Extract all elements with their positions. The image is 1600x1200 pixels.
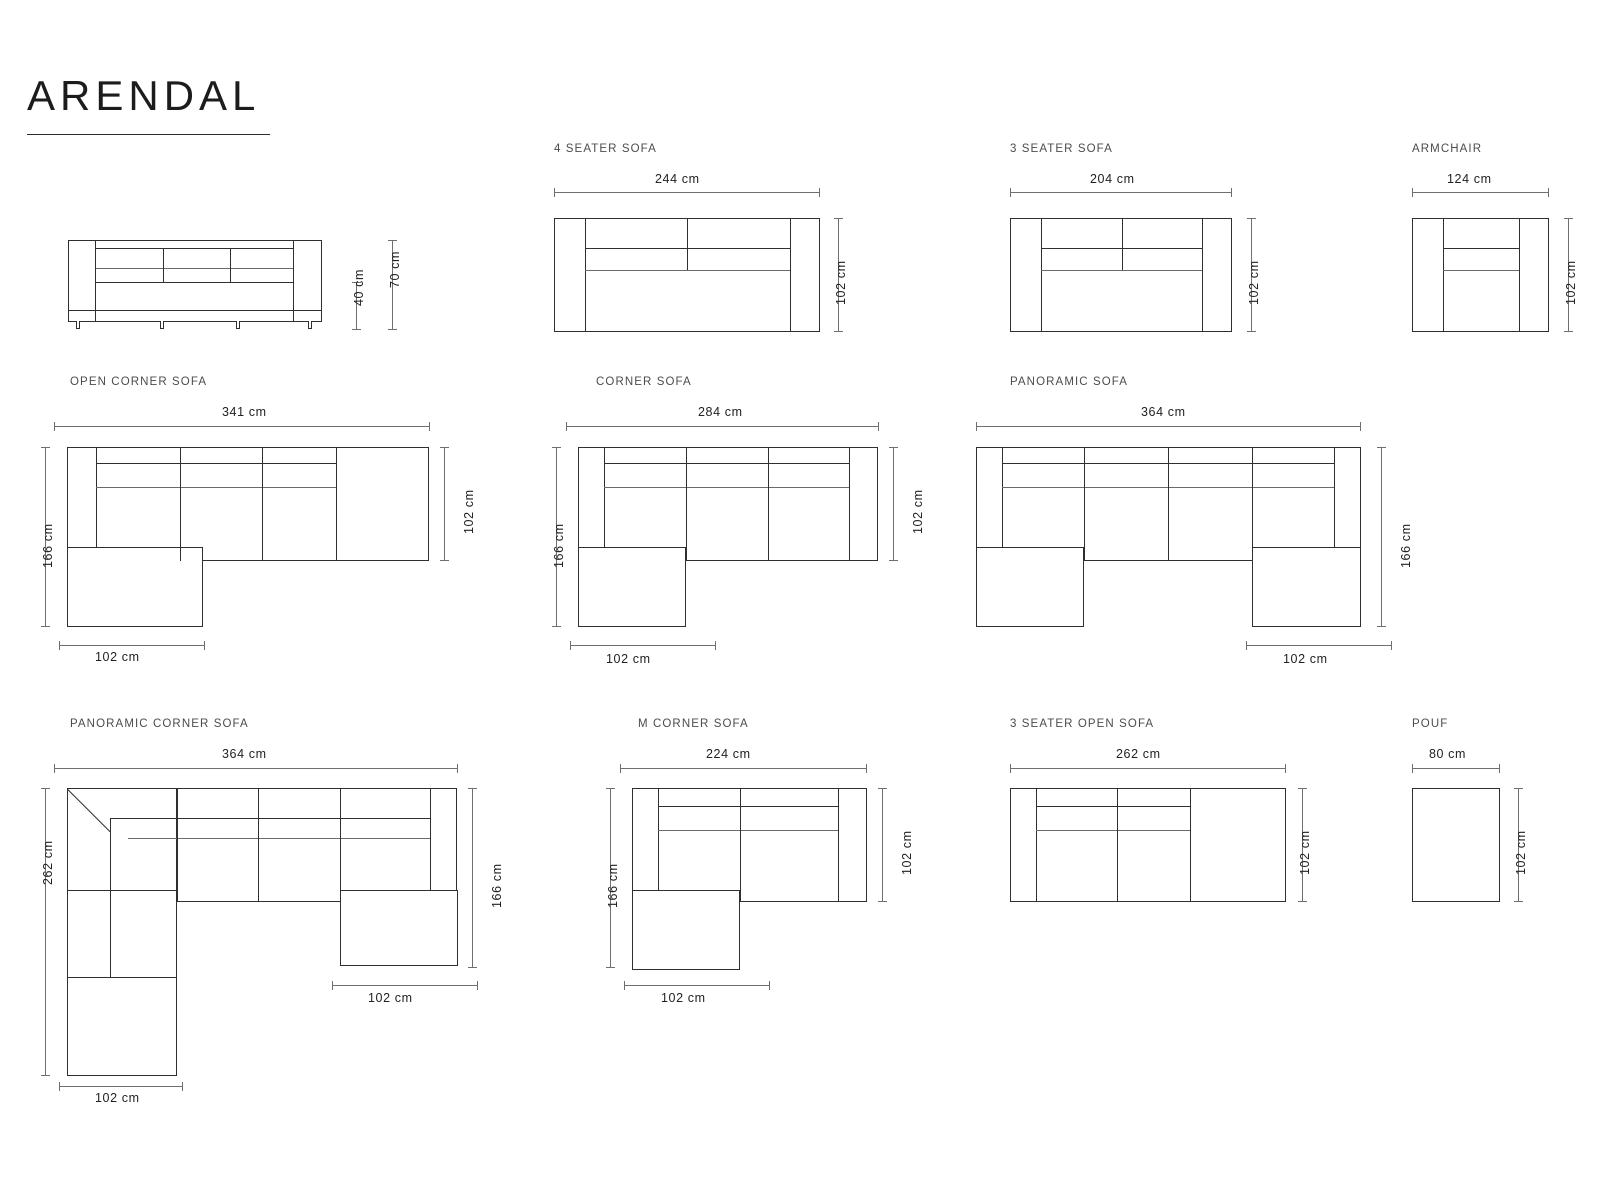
dim-tick-pcs-d-bottom	[41, 1075, 50, 1076]
dim-tick-armchair-w-left	[1412, 188, 1413, 197]
dim-tick-pouf-d-top	[1514, 788, 1523, 789]
dim-3seater-depth: 102 cm	[1247, 260, 1261, 305]
dim-tick-armchair-d-top	[1564, 218, 1573, 219]
dim-line-mcs-depth-back	[882, 788, 883, 902]
dim-4seater-depth: 102 cm	[834, 260, 848, 305]
dim-tick-ocs-db-bottom	[440, 560, 449, 561]
front-seat-line	[96, 282, 293, 283]
dim-line-pcs-depth	[45, 788, 46, 1076]
dim-line-ps-depth	[1381, 447, 1382, 627]
dim-ps-width: 364 cm	[1141, 405, 1186, 419]
plan-cs-arm-right	[849, 447, 850, 561]
dim-tick-ps-c-left	[1246, 641, 1247, 650]
plan-3sos-seat-line	[1036, 830, 1190, 831]
dim-tick-pcs-cb-left	[59, 1082, 60, 1091]
label-pouf: POUF	[1412, 718, 1449, 730]
dim-4seater-width: 244 cm	[655, 172, 700, 186]
dim-line-pcs-depth-right	[472, 788, 473, 968]
dim-pouf-depth: 102 cm	[1514, 830, 1528, 875]
plan-3seater-seat-line	[1041, 270, 1202, 271]
plan-mcs-arm-left	[658, 788, 659, 890]
plan-pcs-back-line	[110, 818, 430, 819]
dim-pcs-depth-right: 166 cm	[490, 863, 504, 908]
dim-line-cs-width	[566, 426, 879, 427]
dim-mcs-width: 224 cm	[706, 747, 751, 761]
dim-line-ocs-chaise	[59, 645, 205, 646]
plan-ocs-back-row	[67, 447, 429, 561]
plan-pcs-chaise-right	[340, 890, 458, 966]
front-backrest-top	[68, 240, 322, 241]
plan-ps-split-2	[1168, 447, 1169, 561]
plan-3sos-split-1	[1117, 788, 1118, 902]
dim-tick-cs-d-top	[552, 447, 561, 448]
dim-tick-4seater-w-left	[554, 188, 555, 197]
dim-tick-pouf-w-right	[1499, 764, 1500, 773]
dim-line-cs-depth-back	[893, 447, 894, 561]
dim-tick-armchair-d-bottom	[1564, 331, 1573, 332]
plan-4seater-split	[687, 218, 688, 270]
dim-tick-3seater-d-bottom	[1247, 331, 1256, 332]
dim-ps-depth: 166 cm	[1399, 523, 1413, 568]
plan-ocs-seat-line	[96, 487, 336, 488]
dim-ps-chaise: 102 cm	[1283, 652, 1328, 666]
dim-ocs-width: 341 cm	[222, 405, 267, 419]
plan-pcs-mid-line	[67, 890, 177, 891]
plan-ocs-split-1	[180, 447, 181, 561]
dim-3seater-width: 204 cm	[1090, 172, 1135, 186]
dim-mcs-chaise: 102 cm	[661, 991, 706, 1005]
dim-tick-3sos-d-bottom	[1298, 901, 1307, 902]
dim-line-4seater-width	[554, 192, 820, 193]
dim-tick-cs-db-bottom	[889, 560, 898, 561]
plan-cs-seat-line	[604, 487, 849, 488]
plan-3-seater-sofa	[1010, 218, 1232, 332]
front-dim-70-label: 70 cm	[388, 250, 402, 288]
dim-tick-ocs-d-bottom	[41, 626, 50, 627]
front-dim-70-tick-top	[388, 240, 397, 241]
plan-cs-split-2	[768, 447, 769, 561]
dim-tick-ps-d-top	[1377, 447, 1386, 448]
dim-cs-width: 284 cm	[698, 405, 743, 419]
dim-tick-pcs-cr-right	[477, 981, 478, 990]
plan-3sos-split-2	[1190, 788, 1191, 902]
dim-ocs-depth-back: 102 cm	[462, 489, 476, 534]
dim-line-mcs-chaise	[624, 985, 770, 986]
dim-tick-3sos-w-right	[1285, 764, 1286, 773]
dim-tick-cs-c-right	[715, 641, 716, 650]
dim-tick-cs-c-left	[570, 641, 571, 650]
dim-tick-4seater-d-bottom	[834, 331, 843, 332]
dim-pcs-chaise-bottom: 102 cm	[95, 1091, 140, 1105]
label-armchair: ARMCHAIR	[1412, 143, 1483, 155]
dim-tick-pcs-dr-bottom	[468, 967, 477, 968]
dim-tick-ps-c-right	[1391, 641, 1392, 650]
dim-tick-cs-w-right	[878, 422, 879, 431]
plan-pcs-arm-right	[430, 788, 431, 890]
dim-tick-ocs-c-right	[204, 641, 205, 650]
dim-line-pouf-width	[1412, 768, 1500, 769]
plan-3seater-split	[1122, 218, 1123, 270]
front-dim-70-tick-bottom	[388, 329, 397, 330]
dim-tick-pcs-w-right	[457, 764, 458, 773]
plan-cs-back-line	[604, 463, 849, 464]
plan-armchair-back-line	[1443, 248, 1519, 249]
dim-line-pcs-chaise-right	[332, 985, 478, 986]
front-dim-40-label: 40 cm	[352, 268, 366, 306]
dim-tick-mcs-w-left	[620, 764, 621, 773]
dim-tick-mcs-db-bottom	[878, 901, 887, 902]
title-divider	[27, 134, 270, 135]
dim-3sos-depth: 102 cm	[1298, 830, 1312, 875]
dim-tick-ps-w-right	[1360, 422, 1361, 431]
plan-4seater-seat-line	[585, 270, 790, 271]
plan-cs-back-row	[578, 447, 878, 561]
dim-pouf-width: 80 cm	[1429, 747, 1467, 761]
dim-tick-armchair-w-right	[1548, 188, 1549, 197]
dim-tick-pouf-w-left	[1412, 764, 1413, 773]
plan-mcs-split-1	[740, 788, 741, 902]
dim-line-armchair-width	[1412, 192, 1549, 193]
dim-tick-4seater-w-right	[819, 188, 820, 197]
plan-pcs-inner-bottom	[67, 977, 177, 978]
plan-pouf	[1412, 788, 1500, 902]
dim-line-ps-chaise	[1246, 645, 1392, 646]
plan-mcs-arm-right	[838, 788, 839, 902]
plan-armchair-seat-line	[1443, 270, 1519, 271]
page-title: ARENDAL	[27, 72, 261, 119]
dim-tick-ps-w-left	[976, 422, 977, 431]
label-corner-sofa: CORNER SOFA	[596, 376, 692, 388]
label-m-corner-sofa: M CORNER SOFA	[638, 718, 749, 730]
dim-tick-3seater-w-left	[1010, 188, 1011, 197]
label-4-seater-sofa: 4 SEATER SOFA	[554, 143, 657, 155]
dim-tick-ocs-w-left	[54, 422, 55, 431]
front-base-line	[68, 310, 322, 311]
dim-pcs-chaise-right: 102 cm	[368, 991, 413, 1005]
plan-armchair-arm-right	[1519, 218, 1520, 332]
dim-armchair-depth: 102 cm	[1564, 260, 1578, 305]
dim-tick-ocs-w-right	[429, 422, 430, 431]
dim-line-3seater-width	[1010, 192, 1232, 193]
plan-pcs-split-2	[258, 788, 259, 902]
dim-tick-pcs-d-top	[41, 788, 50, 789]
label-open-corner-sofa: OPEN CORNER SOFA	[70, 376, 208, 388]
dim-line-ps-width	[976, 426, 1361, 427]
dim-tick-3seater-d-top	[1247, 218, 1256, 219]
dim-tick-mcs-w-right	[866, 764, 867, 773]
dim-tick-mcs-d-top	[606, 788, 615, 789]
dim-ocs-depth: 166 cm	[41, 523, 55, 568]
plan-pcs-inner-left	[110, 818, 111, 978]
dim-tick-mcs-c-right	[769, 981, 770, 990]
dim-tick-pcs-cb-right	[182, 1082, 183, 1091]
plan-pcs-seat-line	[128, 838, 430, 839]
dim-tick-pcs-dr-top	[468, 788, 477, 789]
dim-tick-ocs-db-top	[440, 447, 449, 448]
dim-cs-chaise: 102 cm	[606, 652, 651, 666]
plan-4seater-arm-left	[585, 218, 586, 332]
front-seat-line-2	[96, 268, 293, 269]
plan-ocs-split-3	[336, 447, 337, 561]
plan-armchair	[1412, 218, 1549, 332]
dim-line-cs-chaise	[570, 645, 716, 646]
plan-ocs-arm-left	[96, 447, 97, 547]
plan-cs-arm-left	[604, 447, 605, 547]
dim-tick-cs-w-left	[566, 422, 567, 431]
plan-ocs-split-2	[262, 447, 263, 561]
dim-tick-pcs-cr-left	[332, 981, 333, 990]
plan-mcs-chaise	[632, 890, 740, 970]
dim-line-ocs-width	[54, 426, 430, 427]
dim-tick-cs-db-top	[889, 447, 898, 448]
dim-line-ocs-depth-back	[444, 447, 445, 561]
dim-tick-ocs-c-left	[59, 641, 60, 650]
dim-tick-mcs-c-left	[624, 981, 625, 990]
dim-line-mcs-width	[620, 768, 867, 769]
plan-cs-chaise	[578, 547, 686, 627]
dim-tick-3sos-d-top	[1298, 788, 1307, 789]
plan-armchair-arm-left	[1443, 218, 1444, 332]
dim-mcs-depth: 166 cm	[606, 863, 620, 908]
plan-ocs-back-line	[96, 463, 336, 464]
plan-pcs-left-column	[67, 788, 177, 1076]
dim-tick-3seater-w-right	[1231, 188, 1232, 197]
plan-3seater-arm-left	[1041, 218, 1042, 332]
dim-pcs-depth: 262 cm	[41, 840, 55, 885]
front-cushion-split-1	[163, 248, 164, 282]
dim-tick-ocs-d-top	[41, 447, 50, 448]
dim-tick-pcs-w-left	[54, 764, 55, 773]
dim-line-pcs-chaise-bottom	[59, 1086, 183, 1087]
plan-cs-split-1	[686, 447, 687, 561]
plan-ps-arm-right	[1334, 447, 1335, 547]
dim-pcs-width: 364 cm	[222, 747, 267, 761]
dim-tick-3sos-w-left	[1010, 764, 1011, 773]
label-panoramic-corner-sofa: PANORAMIC CORNER SOFA	[70, 718, 249, 730]
dim-tick-ps-d-bottom	[1377, 626, 1386, 627]
front-cushion-split-2	[230, 248, 231, 282]
dim-3sos-width: 262 cm	[1116, 747, 1161, 761]
dim-armchair-width: 124 cm	[1447, 172, 1492, 186]
label-3-seater-open-sofa: 3 SEATER OPEN SOFA	[1010, 718, 1155, 730]
plan-ps-split-1	[1084, 447, 1085, 561]
dim-tick-pouf-d-bottom	[1514, 901, 1523, 902]
plan-pcs-split-3	[340, 788, 341, 902]
dim-line-3sos-width	[1010, 768, 1286, 769]
plan-3seater-arm-right	[1202, 218, 1203, 332]
dim-tick-mcs-d-bottom	[606, 967, 615, 968]
dim-tick-cs-d-bottom	[552, 626, 561, 627]
plan-mcs-seat-line	[658, 830, 838, 831]
dim-tick-4seater-d-top	[834, 218, 843, 219]
dim-cs-depth-back: 102 cm	[911, 489, 925, 534]
plan-pcs-split-1	[177, 788, 178, 902]
label-panoramic-sofa: PANORAMIC SOFA	[1010, 376, 1129, 388]
plan-ps-chaise-left	[976, 547, 1084, 627]
plan-mcs-back-line	[658, 806, 838, 807]
front-dim-40-tick-bottom	[352, 329, 361, 330]
plan-ps-split-3	[1252, 447, 1253, 561]
dim-mcs-depth-back: 102 cm	[900, 830, 914, 875]
plan-3sos-back-line	[1036, 806, 1190, 807]
dim-ocs-chaise: 102 cm	[95, 650, 140, 664]
dim-cs-depth: 166 cm	[552, 523, 566, 568]
plan-4seater-arm-right	[790, 218, 791, 332]
dim-tick-mcs-db-top	[878, 788, 887, 789]
plan-ps-chaise-right	[1252, 547, 1361, 627]
label-3-seater-sofa: 3 SEATER SOFA	[1010, 143, 1113, 155]
dim-line-pcs-width	[54, 768, 458, 769]
plan-ocs-chaise	[67, 547, 203, 627]
plan-ps-arm-left	[1002, 447, 1003, 547]
